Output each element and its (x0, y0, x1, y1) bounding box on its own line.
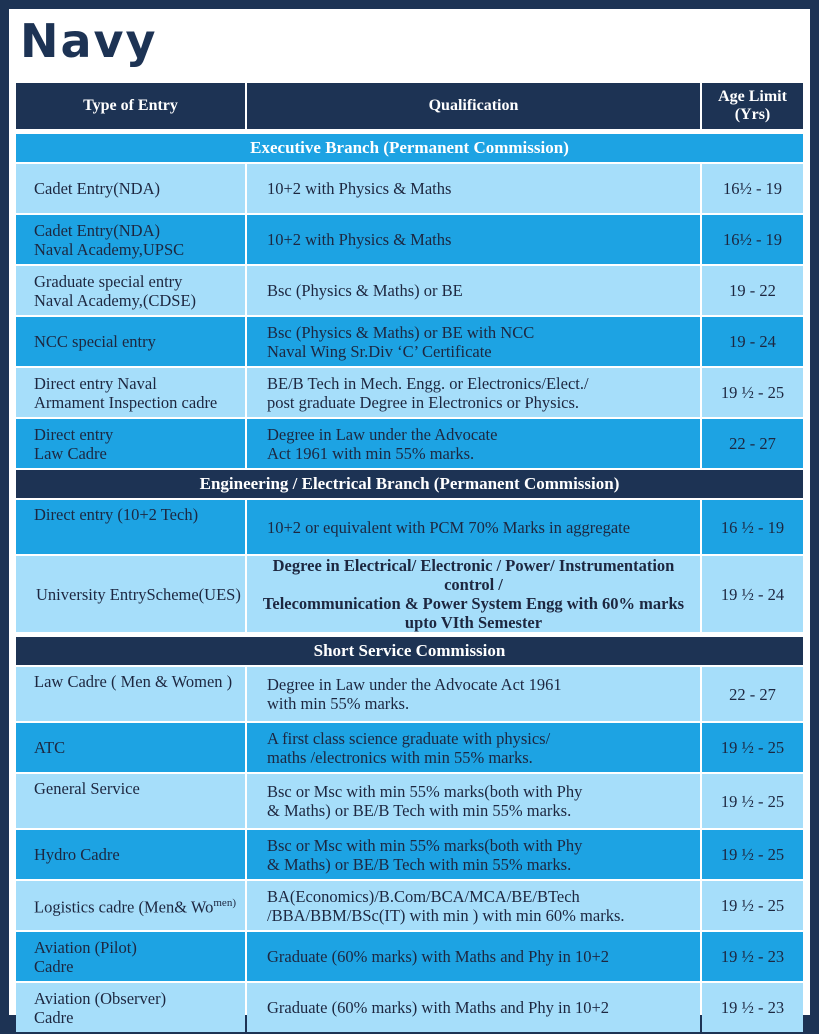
type-cell: Aviation (Pilot) Cadre (16, 932, 245, 981)
header-type: Type of Entry (16, 83, 245, 129)
section-executive-title: Executive Branch (Permanent Commission) (16, 134, 803, 162)
table-row (16, 164, 803, 213)
table-row (16, 266, 803, 315)
qualification-cell: Degree in Electrical/ Electronic / Power/ Instrumentation control / Telecommunication & Power System Engg with 60% marks upto VIth Semester (247, 556, 700, 632)
table-row (16, 368, 803, 417)
type-cell: Hydro Cadre (16, 830, 245, 879)
age-cell: 16½ - 19 (702, 215, 803, 264)
type-cell: Direct entry (10+2 Tech) (16, 500, 245, 554)
section-engineering-title: Engineering / Electrical Branch (Permanent Commission) (16, 470, 803, 498)
table-row (16, 215, 803, 264)
page-title: Navy (20, 14, 158, 68)
type-cell: Graduate special entry Naval Academy,(CDSE) (16, 266, 245, 315)
type-cell: Direct entry Naval Armament Inspection cadre (16, 368, 245, 417)
table-row (16, 419, 803, 468)
table-row (16, 830, 803, 879)
age-cell: 22 - 27 (702, 667, 803, 721)
header-age-line1: Age Limit (718, 88, 787, 105)
age-cell: 19 ½ - 24 (702, 556, 803, 632)
age-cell: 22 - 27 (702, 419, 803, 468)
qualification-cell: BA(Economics)/B.Com/BCA/MCA/BE/BTech /BBA/BBM/BSc(IT) with min ) with min 60% marks. (247, 881, 700, 930)
age-cell: 19 ½ - 25 (702, 881, 803, 930)
type-cell: Cadet Entry(NDA) Naval Academy,UPSC (16, 215, 245, 264)
table-row (16, 983, 803, 1032)
table-row (16, 500, 803, 554)
age-cell: 19 ½ - 25 (702, 774, 803, 828)
qualification-cell: Degree in Law under the Advocate Act 1961 with min 55% marks. (247, 667, 700, 721)
qualification-cell: A first class science graduate with physics/ maths /electronics with min 55% marks. (247, 723, 700, 772)
type-cell (16, 881, 245, 930)
type-text: Logistics cadre (Men& Wo (34, 897, 214, 917)
section-short-service-title: Short Service Commission (16, 637, 803, 665)
type-cell: University EntryScheme(UES) (16, 556, 245, 632)
qualification-cell: Bsc or Msc with min 55% marks(both with Phy & Maths) or BE/B Tech with min 55% marks. (247, 830, 700, 879)
type-cell: General Service (16, 774, 245, 828)
age-cell: 16 ½ - 19 (702, 500, 803, 554)
header-age-line2: (Yrs) (734, 106, 771, 123)
header-qualification: Qualification (247, 83, 700, 129)
type-cell: Aviation (Observer) Cadre (16, 983, 245, 1032)
type-cell: Cadet Entry(NDA) (16, 164, 245, 213)
age-cell: 19 ½ - 25 (702, 368, 803, 417)
type-superscript: men) (213, 897, 236, 910)
age-cell: 19 ½ - 23 (702, 983, 803, 1032)
type-cell: NCC special entry (16, 317, 245, 366)
qualification-cell: 10+2 with Physics & Maths (247, 164, 700, 213)
qualification-cell: Graduate (60% marks) with Maths and Phy in 10+2 (247, 983, 700, 1032)
age-cell: 19 ½ - 25 (702, 723, 803, 772)
type-cell: Law Cadre ( Men & Women ) (16, 667, 245, 721)
qualification-cell: 10+2 with Physics & Maths (247, 215, 700, 264)
table-row (16, 723, 803, 772)
qualification-cell: Bsc or Msc with min 55% marks(both with Phy & Maths) or BE/B Tech with min 55% marks. (247, 774, 700, 828)
table-row (16, 774, 803, 828)
age-cell: 19 - 22 (702, 266, 803, 315)
age-cell: 19 ½ - 25 (702, 830, 803, 879)
qualification-cell: BE/B Tech in Mech. Engg. or Electronics/Elect./ post graduate Degree in Electronics or Physics. (247, 368, 700, 417)
qualification-cell: Degree in Law under the Advocate Act 1961 with min 55% marks. (247, 419, 700, 468)
table-row (16, 881, 803, 930)
table-row (16, 667, 803, 721)
qualification-cell: Graduate (60% marks) with Maths and Phy in 10+2 (247, 932, 700, 981)
page-panel (9, 9, 810, 1027)
qualification-cell: Bsc (Physics & Maths) or BE (247, 266, 700, 315)
table-row (16, 317, 803, 366)
age-cell: 16½ - 19 (702, 164, 803, 213)
age-cell: 19 - 24 (702, 317, 803, 366)
header-age-limit (702, 83, 803, 129)
entry-table (14, 81, 805, 1034)
table-row (16, 932, 803, 981)
type-cell: ATC (16, 723, 245, 772)
table-row (16, 556, 803, 632)
type-cell: Direct entry Law Cadre (16, 419, 245, 468)
table-header-row (16, 83, 803, 129)
age-cell: 19 ½ - 23 (702, 932, 803, 981)
qualification-cell: 10+2 or equivalent with PCM 70% Marks in aggregate (247, 500, 700, 554)
qualification-cell: Bsc (Physics & Maths) or BE with NCC Naval Wing Sr.Div ‘C’ Certificate (247, 317, 700, 366)
